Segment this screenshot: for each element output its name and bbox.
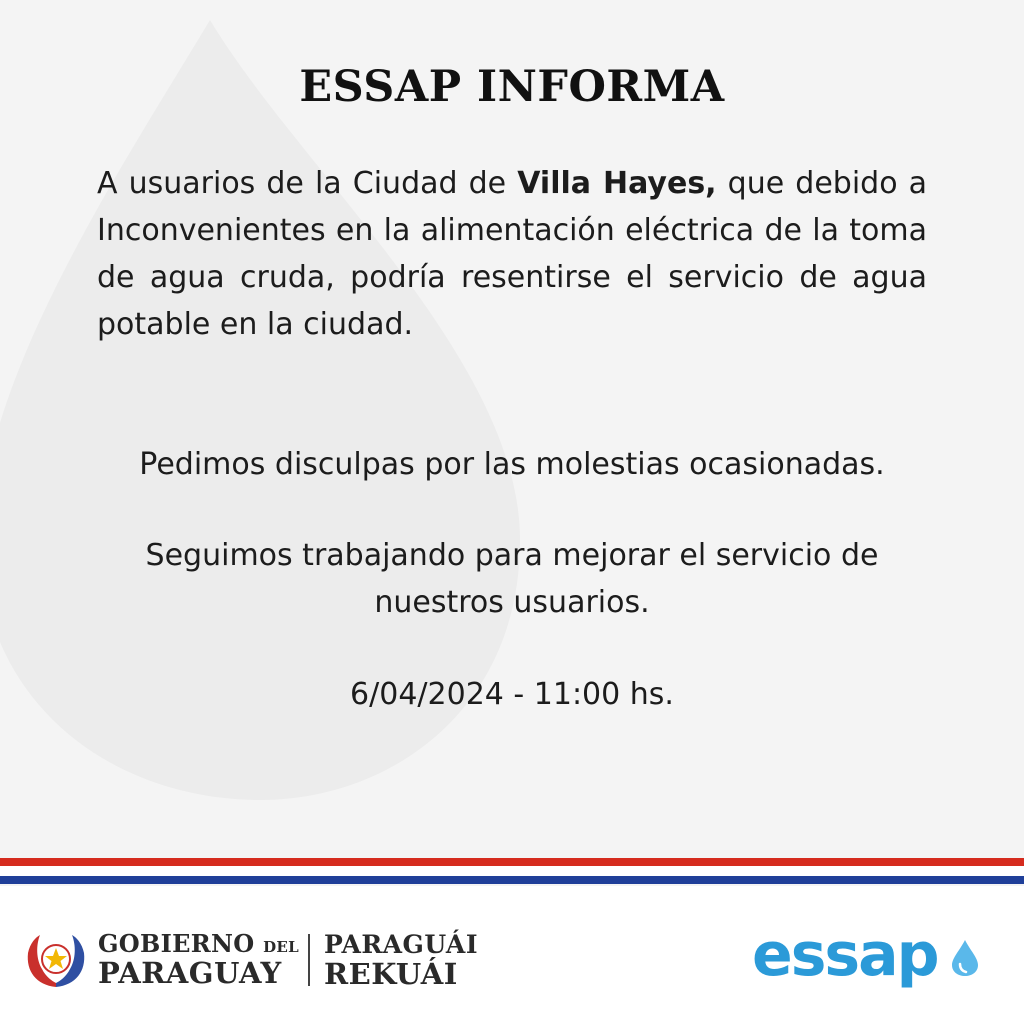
notice-paragraph: [97, 160, 927, 348]
apology-text: Pedimos disculpas por las molestias ocasionadas.: [139, 447, 885, 482]
paraguai-rekuai-logo: [324, 932, 478, 989]
city-name: Villa Hayes,: [517, 166, 717, 201]
page-title: ESSAP INFORMA: [299, 62, 725, 112]
flag-stripe-red: [0, 858, 1024, 866]
notice-text-end: que debido a Inconvenientes en la alimentación eléctrica de la toma de agua cruda, podría resentirse el servicio de agua potable en la ciudad.: [97, 166, 928, 342]
flag-stripe-white: [0, 866, 1024, 876]
logo-divider: [308, 934, 310, 986]
gov-del: DEL: [263, 938, 299, 956]
gov-line-1: GOBIERNO: [98, 929, 255, 958]
gov-line-2: PARAGUAY: [98, 956, 282, 990]
water-drop-icon: [950, 938, 980, 978]
national-seal-icon: [22, 931, 90, 991]
closing-line-1: Seguimos trabajando para mejorar el servicio de: [145, 538, 879, 573]
flag-stripe-blue: [0, 876, 1024, 884]
notice-text-start: A usuarios de la Ciudad de: [97, 166, 518, 201]
slogan-line-2: REKUÁI: [324, 957, 458, 991]
essap-logo: essap: [752, 920, 938, 990]
date-time: 6/04/2024 - 11:00 hs.: [350, 677, 674, 712]
gobierno-del-paraguay-logo: [98, 929, 299, 990]
closing-line-2: nuestros usuarios.: [374, 585, 650, 620]
slogan-line-1: PARAGUÁI: [324, 930, 479, 959]
